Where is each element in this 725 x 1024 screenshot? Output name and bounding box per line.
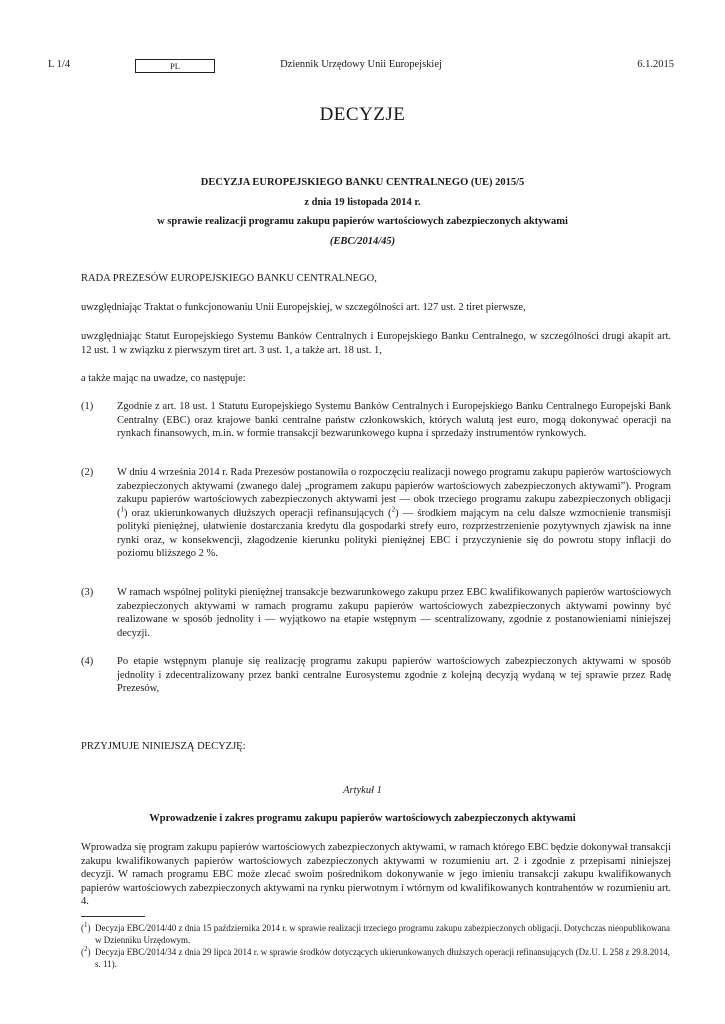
footnote-ref[interactable]: 2 (391, 505, 396, 513)
footnote-ref[interactable]: 1 (120, 505, 124, 513)
footnote-number: 1 (84, 921, 88, 929)
preamble-whereas: a także mając na uwadze, co następuje: (81, 373, 246, 384)
footnote-separator (81, 916, 145, 917)
article-body: Wprowadza się program zakupu papierów wartościowych zabezpieczonych aktywami, w ramach którego EBC będzie dokonywał transakcji zakupu kwalifikowanych papierów wartościowych zabezpieczonych aktywami w rozumieniu art. 2 i zgodnie z przepisami niniejszej decyzji. W ramach programu EBC może zlecać swoim pośrednikom dokonywanie w jego imieniu transakcji zakupu kwalifikowanych papierów wartościowych zabezpieczonych aktywami na rynku pierwotnym i wtórnym od kwalifikowanych kontrahentów w rozumieniu art. 4. (81, 842, 671, 907)
recital-text-part: W dniu 4 września 2014 r. Rada Prezesów postanowiła o rozpoczęciu realizacji nowego programu zakupu papierów wartościowych zabezpieczonych aktywami (zwanego dalej „programem zakupu papierów wartościowych zabezpieczonych aktywami”). Program zakupu papierów wartościowych zabezpieczonych aktywami jest — obok trzeciego programu zakupu zabezpieczonych obligacji ( (117, 467, 671, 519)
decision-subject: w sprawie realizacji programu zakupu papierów wartościowych zabezpieczonych aktywami (157, 216, 568, 227)
footnote-number: 2 (84, 945, 88, 953)
recital-text: W ramach wspólnej polityki pieniężnej transakcje bezwarunkowego zakupu przez EBC kwalifikowanych papierów wartościowych zabezpieczonych aktywami w ramach programu zakupu papierów wartościowych zabezpieczonych aktywami powinny być realizowane w sposób jednolity i — wyjątkowo na etapie wstępnym — scentralizowany, zgodnie z postanowieniami niniejszej decyzji. (117, 587, 671, 639)
preamble-treaty: uwzględniając Traktat o funkcjonowaniu Unii Europejskiej, w szczególności art. 127 ust. 2 tiret pierwsze, (81, 302, 526, 313)
recital-text: Zgodnie z art. 18 ust. 1 Statutu Europejskiego Systemu Banków Centralnych i Europejskiego Banku Centralnego Europejski Bank Centralny (EBC) oraz krajowe banki centralne państw członkowskich, których walutą jest euro, mogą dokonywać operacji na rynkach finansowych, m.in. w formie transakcji bezwarunkowego kupna i sprzedaży instrumentów rynkowych. (117, 401, 671, 439)
adoption-formula: PRZYJMUJE NINIEJSZĄ DECYZJĘ: (81, 741, 246, 752)
footnote-mark: ($^1$) (81, 921, 91, 933)
preamble-council: RADA PREZESÓW EUROPEJSKIEGO BANKU CENTRALNEGO, (81, 273, 377, 284)
decision-title: DECYZJA EUROPEJSKIEGO BANKU CENTRALNEGO (UE) 2015/5 (200, 177, 525, 188)
recital-number: (4) (81, 656, 94, 667)
journal-title: Dziennik Urzędowy Unii Europejskiej (280, 59, 442, 70)
recital-text (117, 466, 671, 561)
recital-text-part: ) oraz ukierunkowanych dłuższych operacji refinansujących ( (124, 507, 392, 519)
decision-reference: (EBC/2014/45) (329, 236, 396, 247)
footnote-mark: ($^2$) (81, 945, 91, 957)
decision-date: z dnia 19 listopada 2014 r. (304, 197, 421, 208)
recital-text: Po etapie wstępnym planuje się realizację programu zakupu papierów wartościowych zabezpieczonych aktywami w sposób jednolity i zdecentralizowany przez banki centralne Eurosystemu zgodnie z kolejną decyzją wydaną w tej sprawie przez Radę Prezesów, (117, 656, 671, 694)
page-header (48, 59, 674, 75)
recital-number: (3) (81, 587, 94, 598)
footnote-text: Decyzja EBC/2014/34 z dnia 29 lipca 2014 r. w sprawie środków dotyczących ukierunkowanych dłuższych operacji refinansujących (Dz.U. L 258 z 29.8.2014, s. 11). (95, 947, 670, 969)
section-heading: DECYZJE (319, 104, 406, 125)
publication-date: 6.1.2015 (637, 59, 674, 70)
article-number: Artykuł 1 (343, 785, 382, 796)
recital-number: (1) (81, 401, 94, 412)
recital-text-part: ) — środkiem mającym na celu dalsze wzmocnienie transmisji polityki pieniężnej, ułatwienie dostarczania kredytu dla gospodarki strefy euro, rozprzestrzenienie pozytywnych zjawisk na inne rynki oraz, w konsekwencji, złagodzenie kierunku polityki pieniężnej EBC i przyczynienie się do powrotu stopy inflacji do poziomu bliższego 2 %. (117, 507, 671, 559)
preamble-statute: uwzględniając Statut Europejskiego Systemu Banków Centralnych i Europejskiego Banku Centralnego, w szczególności drugi akapit art. 12 ust. 1 w związku z pierwszym tiret art. 3 ust. 1, a także art. 18 ust. 1, (81, 331, 671, 356)
recital-number: (2) (81, 467, 94, 478)
page-reference: L 1/4 (48, 59, 71, 70)
language-badge: PL (135, 59, 215, 73)
article-title: Wprowadzenie i zakres programu zakupu papierów wartościowych zabezpieczonych aktywami (149, 813, 576, 824)
footnote-text: Decyzja EBC/2014/40 z dnia 15 października 2014 r. w sprawie realizacji trzeciego programu zakupu zabezpieczonych obligacji. Dotychczas nieopublikowana w Dzienniku Urzędowym. (95, 923, 671, 945)
